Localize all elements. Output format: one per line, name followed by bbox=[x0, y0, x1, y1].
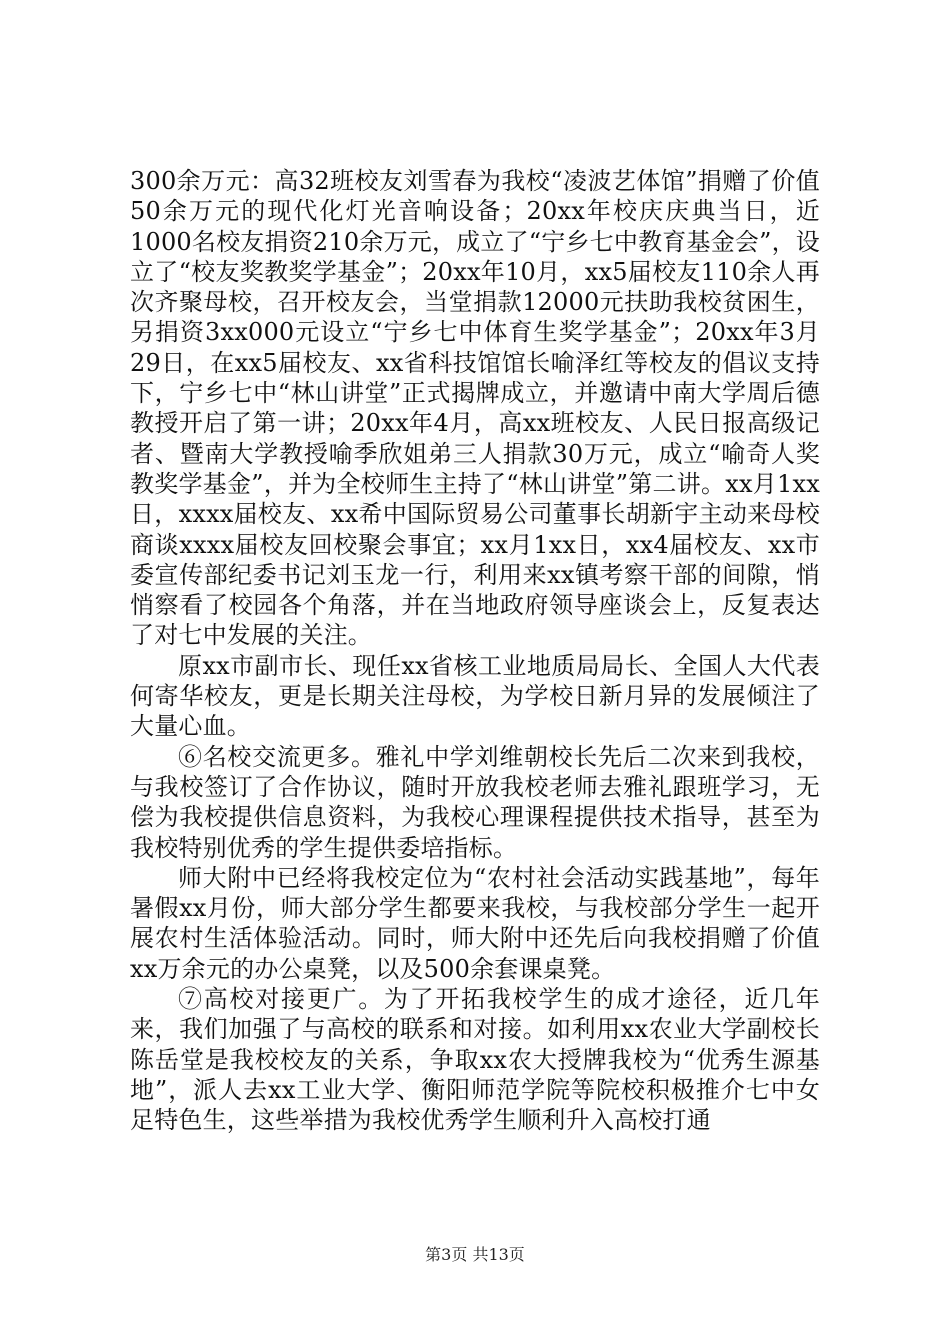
paragraph-4: 师大附中已经将我校定位为“农村社会活动实践基地”，每年暑假xx月份，师大部分学生都要来我校，与我校部分学生一起开展农村生活体验活动。同时，师大附中还先后向我校捐赠了价值xx万余元的办公桌凳，以及500余套课桌凳。 bbox=[130, 863, 820, 983]
page-footer: 第3页 共13页 bbox=[425, 1245, 525, 1264]
paragraph-2: 原xx市副市长、现任xx省核工业地质局局长、全国人大代表何寄华校友，更是长期关注母校，为学校日新月异的发展倾注了大量心血。 bbox=[130, 651, 820, 741]
paragraph-3: ⑥名校交流更多。雅礼中学刘维朝校长先后二次来到我校，与我校签订了合作协议，随时开放我校老师去雅礼跟班学习，无偿为我校提供信息资料，为我校心理课程提供技术指导，甚至为我校特别优秀的学生提供委培指标。 bbox=[130, 742, 820, 862]
paragraph-5: ⑦高校对接更广。为了开拓我校学生的成才途径，近几年来，我们加强了与高校的联系和对接。如利用xx农业大学副校长陈岳堂是我校校友的关系，争取xx农大授牌我校为“优秀生源基地”，派人去xx工业大学、衡阳师范学院等院校积极推介七中女足特色生，这些举措为我校优秀学生顺利升入高校打通 bbox=[130, 985, 820, 1135]
document-body bbox=[130, 166, 820, 1136]
paragraph-1: 300余万元：高32班校友刘雪春为我校“凌波艺体馆”捐赠了价值50余万元的现代化灯光音响设备；20xx年校庆庆典当日，近1000名校友捐资210余万元，成立了“宁乡七中教育基金会”，设立了“校友奖教奖学基金”；20xx年10月，xx5届校友110余人再次齐聚母校，召开校友会，当堂捐款12000元扶助我校贫困生，另捐资3xx000元设立“宁乡七中体育生奖学基金”；20xx年3月29日，在xx5届校友、xx省科技馆馆长喻泽红等校友的倡议支持下，宁乡七中“林山讲堂”正式揭牌成立，并邀请中南大学周后德教授开启了第一讲；20xx年4月，高xx班校友、人民日报高级记者、暨南大学教授喻季欣姐弟三人捐款30万元，成立“喻奇人奖教奖学基金”，并为全校师生主持了“林山讲堂”第二讲。xx月1xx日，xxxx届校友、xx希中国际贸易公司董事长胡新宇主动来母校商谈xxxx届校友回校聚会事宜；xx月1xx日，xx4届校友、xx市委宣传部纪委书记刘玉龙一行，利用来xx镇考察干部的间隙，悄悄察看了校园各个角落，并在当地政府领导座谈会上，反复表达了对七中发展的关注。 bbox=[130, 167, 820, 650]
